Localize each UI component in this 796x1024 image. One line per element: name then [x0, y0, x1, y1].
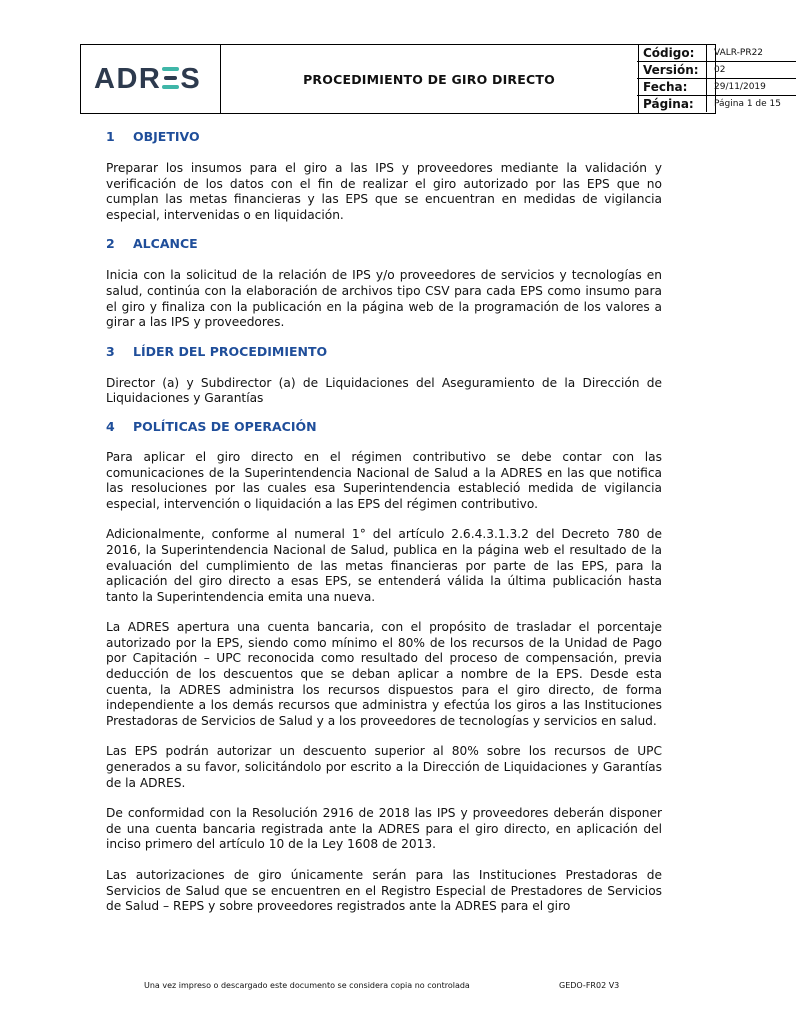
section-title: ALCANCE	[133, 236, 198, 252]
section-number: 1	[106, 129, 115, 144]
paragraph: Las EPS podrán autorizar un descuento superior al 80% sobre los recursos de UPC generados a su favor, solicitándolo por escrito a la Dirección de Liquidaciones y Garantías de la ADRES.	[106, 744, 662, 790]
section-title: LÍDER DEL PROCEDIMIENTO	[133, 343, 328, 359]
section-heading-lider	[106, 341, 662, 363]
meta-value: Página 1 de 15	[714, 99, 781, 109]
document-meta	[638, 45, 781, 113]
meta-row-codigo	[637, 45, 796, 62]
paragraph: Director (a) y Subdirector (a) de Liquidaciones del Aseguramiento de la Dirección de Liquidaciones y Garantías	[106, 375, 662, 406]
meta-value: 02	[714, 65, 726, 75]
paragraph: De conformidad con la Resolución 2916 de 2018 las IPS y proveedores deberán disponer de una cuenta bancaria registrada ante la ADRES para el giro directo, en aplicación del inciso primero del artículo 10 de la Ley 1608 de 2013.	[106, 806, 662, 852]
footer-notice: Una vez impreso o descargado este documento se considera copia no controlada	[144, 981, 470, 990]
section-title: POLÍTICAS DE OPERACIÓN	[133, 418, 317, 434]
section-title: OBJETIVO	[133, 129, 200, 144]
section-heading-alcance	[106, 233, 662, 255]
meta-key: Fecha:	[637, 79, 707, 95]
logo-cell	[81, 45, 221, 113]
section-heading-objetivo	[106, 126, 662, 148]
meta-row-fecha	[637, 79, 796, 96]
meta-value: 29/11/2019	[714, 82, 766, 92]
meta-key: Versión:	[637, 62, 707, 78]
logo-text-right: S	[180, 63, 202, 95]
meta-row-version	[637, 62, 796, 79]
document-title: PROCEDIMIENTO DE GIRO DIRECTO	[220, 45, 639, 113]
logo-text-left: ADR	[94, 63, 162, 95]
section-number: 4	[106, 418, 115, 434]
footer-code: GEDO-FR02 V3	[559, 981, 620, 990]
section-number: 3	[106, 343, 115, 359]
document-body	[106, 126, 662, 915]
paragraph: Inicia con la solicitud de la relación de IPS y/o proveedores de servicios y tecnologías en salud, continúa con la elaboración de archivos tipo CSV para cada EPS como insumo para el giro y finaliza con la publicación en la página web de la programación de los valores a girar a las IPS y proveedores.	[106, 268, 662, 330]
meta-row-pagina	[637, 96, 796, 113]
paragraph: Para aplicar el giro directo en el régimen contributivo se debe contar con las comunicaciones de la Superintendencia Nacional de Salud a la ADRES en las que notifica las resoluciones por las cuales esa Superintendencia estableció medida de vigilancia especial, intervención o liquidación a las EPS del régimen contributivo.	[106, 449, 662, 511]
section-number: 2	[106, 236, 115, 252]
paragraph: Preparar los insumos para el giro a las IPS y proveedores mediante la validación y verificación de los datos con el fin de realizar el giro autorizado por las EPS que no cumplan las metas financieras y las EPS que se encuentran en medidas de vigilancia especial, intervenidas o en liquidación.	[106, 161, 662, 222]
document-header	[80, 44, 781, 114]
paragraph: Adicionalmente, conforme al numeral 1° del artículo 2.6.4.3.1.3.2 del Decreto 780 de 2016, la Superintendencia Nacional de Salud, publica en la página web el resultado de la evaluación del cumplimiento de las metas financieras por parte de las EPS, para la aplicación del giro directo a esas EPS, se entenderá válida la última publicación hasta tanto la Superintendencia emita una nueva.	[106, 527, 662, 604]
adres-logo	[94, 63, 201, 96]
meta-key: Código:	[637, 45, 707, 61]
meta-value: VALR-PR22	[714, 48, 764, 58]
section-heading-politicas	[106, 416, 662, 438]
paragraph: Las autorizaciones de giro únicamente serán para las Instituciones Prestadoras de Servicios de Salud que se encuentren en el Registro Especial de Prestadores de Servicios de Salud – REPS y sobre proveedores registrados ante la ADRES para el giro	[106, 868, 662, 914]
paragraph: La ADRES apertura una cuenta bancaria, con el propósito de trasladar el porcentaje autorizado por la EPS, siendo como mínimo el 80% de los recursos de la Unidad de Pago por Capitación – UPC reconocida como resultado del proceso de compensación, previa deducción de los descuentos que se deban aplicar a nombre de la EPS. Desde esta cuenta, la ADRES administra los recursos dispuestos para el giro directo, de forma independiente a los demás recursos que administra y efectúa los giros a las Instituciones Prestadoras de Servicios de Salud y a los proveedores de tecnologías y servicios en salud.	[106, 620, 662, 728]
meta-key: Página:	[637, 96, 707, 112]
logo-e-mark-icon	[162, 67, 179, 89]
